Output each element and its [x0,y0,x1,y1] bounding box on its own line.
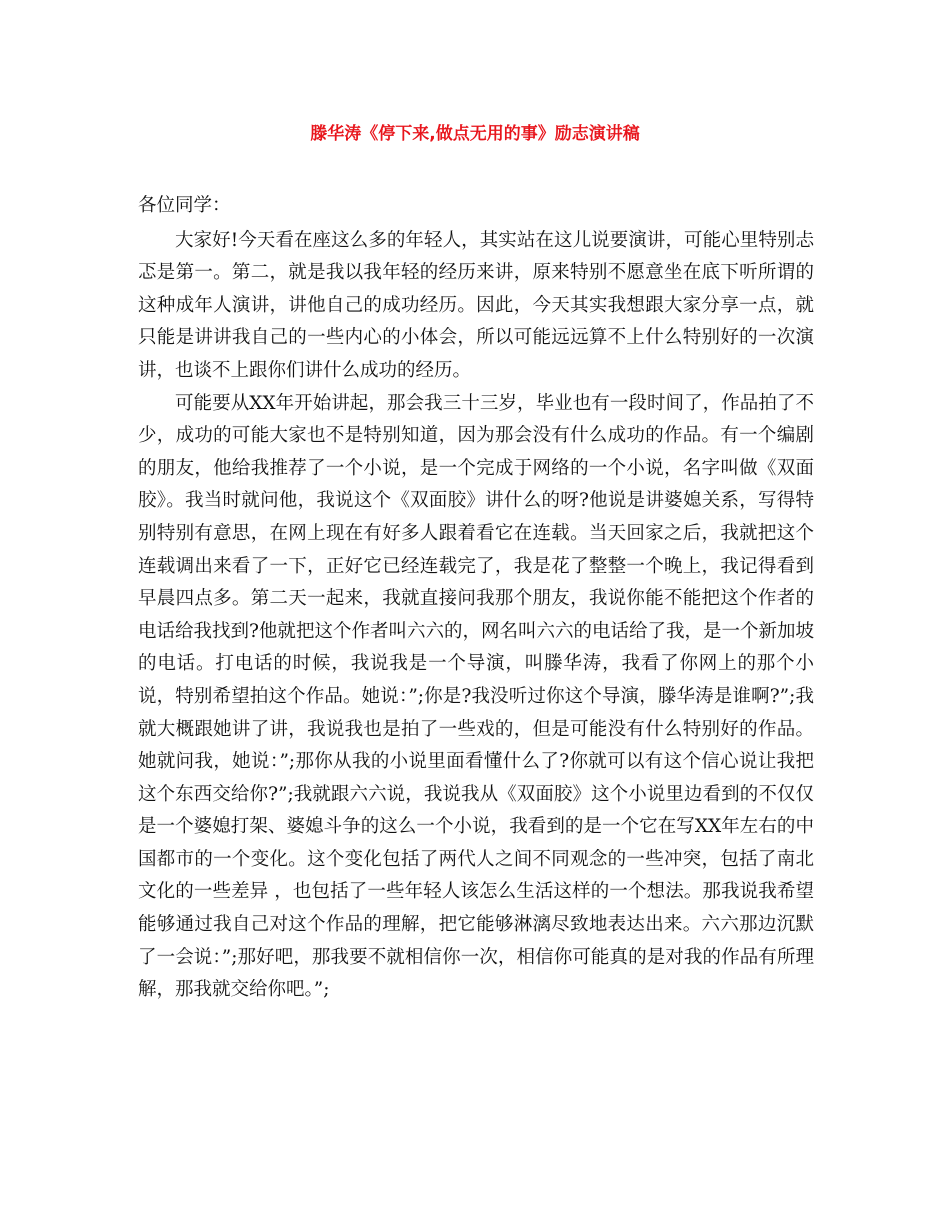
paragraph-2: 可能要从XX年开始讲起，那会我三十三岁，毕业也有一段时间了，作品拍了不少，成功的可能大家也不是特别知道，因为那会没有什么成功的作品。有一个编剧的朋友，他给我推荐了一个小说，是一个完成于网络的一个小说，名字叫做《双面胶》。我当时就问他，我说这个《双面胶》讲什么的呀?他说是讲婆媳关系，写得特别特别有意思，在网上现在有好多人跟着看它在连载。当天回家之后，我就把这个连载调出来看了一下，正好它已经连载完了，我是花了整整一个晚上，我记得看到早晨四点多。第二天一起来，我就直接问我那个朋友，我说你能不能把这个作者的电话给我找到?他就把这个作者叫六六的，网名叫六六的电话给了我，是一个新加坡的电话。打电话的时候，我说我是一个导演，叫滕华涛，我看了你网上的那个小说，特别希望拍这个作品。她说：”;你是?我没听过你这个导演，滕华涛是谁啊?”;我就大概跟她讲了讲，我说我也是拍了一些戏的，但是可能没有什么特别好的作品。她就问我，她说：”;那你从我的小说里面看懂什么了?你就可以有这个信心说让我把这个东西交给你?”;我就跟六六说，我说我从《双面胶》这个小说里边看到的不仅仅是一个婆媳打架、婆媳斗争的这么一个小说，我看到的是一个它在写XX年左右的中国都市的一个变化。这个变化包括了两代人之间不同观念的一些冲突，包括了南北文化的一些差异 ，也包括了一些年轻人该怎么生活这样的一个想法。那我说我希望能够通过我自己对这个作品的理解，把它能够淋漓尽致地表达出来。六六那边沉默了一会说：”;那好吧，那我要不就相信你一次，相信你可能真的是对我的作品有所理解，那我就交给你吧。”; [138,392,814,1001]
document-body [138,190,814,1007]
paragraph-1: 大家好!今天看在座这么多的年轻人，其实站在这儿说要演讲，可能心里特别忐忑是第一。第二，就是我以我年轻的经历来讲，原来特别不愿意坐在底下听所谓的这种成年人演讲，讲他自己的成功经历。因此，今天其实我想跟大家分享一点，就只能是讲讲我自己的一些内心的小体会，所以可能远远算不上什么特别好的一次演讲，也谈不上跟你们讲什么成功的经历。 [138,229,814,381]
salutation: 各位同学： [138,195,231,216]
document-title: 滕华涛《停下来,做点无用的事》励志演讲稿 [310,124,640,144]
